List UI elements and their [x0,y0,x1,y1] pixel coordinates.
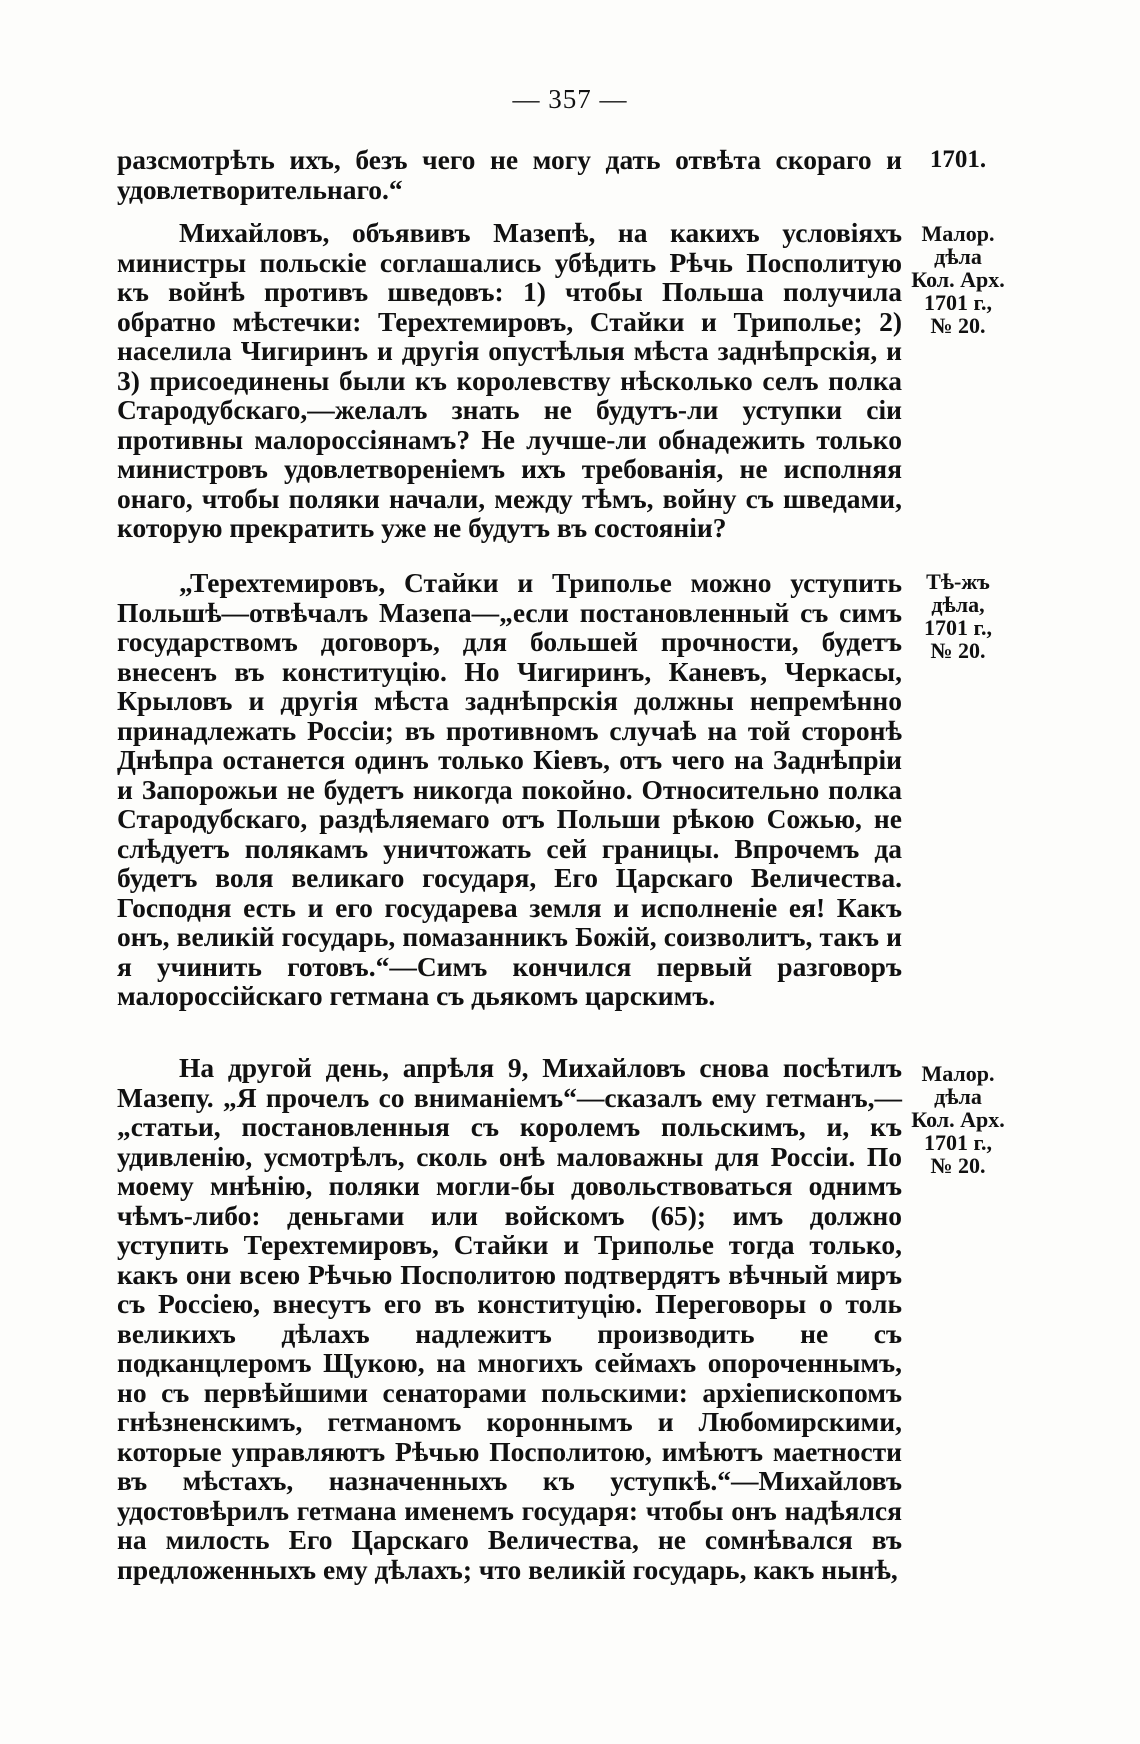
paragraph-mikhailov-conditions: Михайловъ, объявивъ Мазепѣ, на какихъ условіяхъ министры польскіе соглашались убѣдить Рѣчь Посполитую къ войнѣ противъ шведовъ: 1) чтобы Польша получила обратно мѣстечки: Терехтемировъ, Стайки и Триполье; 2) населила Чигиринъ и другія опустѣлыя мѣста заднѣпрскія, и 3) присоединены были къ королевству нѣсколько селъ полка Стародубскаго,—желалъ знать не будутъ-ли уступки сіи противны малороссіянамъ? Не лучше-ли обнадежить только министровъ удовлетвореніемъ ихъ требованія, не исполняя онаго, чтобы поляки начали, между тѣмъ, войну съ шведами, которую прекратить уже не будутъ въ состояніи? [117,217,902,543]
margin-year: 1701. [929,146,987,173]
margin-note-archive-3: Малор. дѣла Кол. Арх. 1701 г., № 20. [911,1061,1005,1178]
paragraph-continuation: разсмотрѣть ихъ, безъ чего не могу дать отвѣта скораго и удовлетворительнаго.“ [117,144,902,205]
page-number: — 357 — [512,84,628,114]
paragraph-mazepa-reply: „Терехтемировъ, Стайки и Триполье можно уступить Польшѣ—отвѣчалъ Мазепа—„если постановленный съ симъ государствомъ договоръ, для большей прочности, будетъ внесенъ въ конституцію. Но Чигиринъ, Каневъ, Черкасы, Крыловъ и другія мѣста заднѣпрскія должны непремѣнно принадлежать Россіи; въ противномъ случаѣ на той сторонѣ Днѣпра останется одинъ только Кіевъ, отъ чего на Заднѣпріи и Запорожьи не будетъ никогда покойно. Относительно полка Стародубскаго, раздѣляемаго отъ Польши рѣкою Сожью, не слѣдуетъ полякамъ уничтожать сей границы. Впрочемъ да будетъ воля великаго государя, Его Царскаго Величества. Господня есть и его государева земля и исполненіе ея! Какъ онъ, великій государь, помазанникъ Божій, соизволитъ, такъ и я учинить готовъ.“—Симъ кончился первый разговоръ малороссійскаго гетмана съ дьякомъ царскимъ. [117,567,902,1011]
margin-note-archive-1: Малор. дѣла Кол. Арх. 1701 г., № 20. [911,221,1005,338]
margin-note-archive-2: Тѣ-жъ дѣла, 1701 г., № 20. [923,569,992,663]
paragraph-next-day: На другой день, апрѣля 9, Михайловъ снова посѣтилъ Мазепу. „Я прочелъ со вниманіемъ“—сказалъ ему гетманъ,—„статьи, постановленныя съ королемъ польскимъ, и, къ удивленію, усмотрѣлъ, сколь онѣ маловажны для Россіи. По моему мнѣнію, поляки могли-бы довольствоваться однимъ чѣмъ-либо: деньгами или войскомъ (65); имъ должно уступить Терехтемировъ, Стайки и Триполье тогда только, какъ они всею Рѣчью Посполитою подтвердятъ вѣчный миръ съ Россіею, внесутъ его въ конституцію. Переговоры о толь великихъ дѣлахъ надлежитъ производить не съ подканцлеромъ Щукою, на многихъ сеймахъ опороченнымъ, но съ первѣйшими сенаторами польскими: архіепископомъ гнѣзненскимъ, гетманомъ короннымъ и Любомирскими, которые управляютъ Рѣчью Посполитою, имѣютъ маетности въ мѣстахъ, назначенныхъ къ уступкѣ.“—Михайловъ удостовѣрилъ гетмана именемъ государя: чтобы онъ надѣялся на милость Его Царскаго Величества, не сомнѣвался въ предложенныхъ ему дѣлахъ; что великій государь, какъ нынѣ, [117,1052,902,1585]
